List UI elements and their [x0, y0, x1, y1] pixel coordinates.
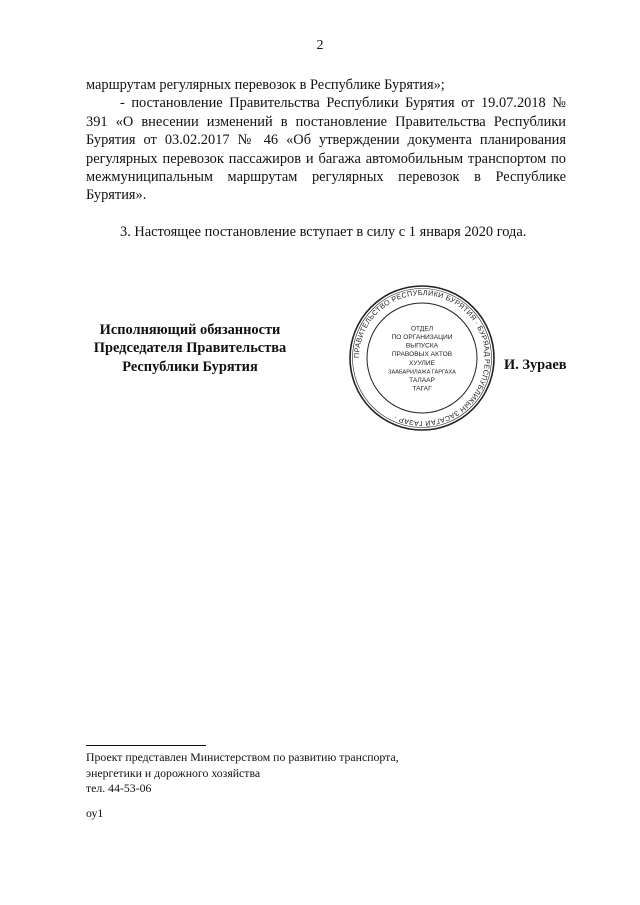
signatory-title-line: Исполняющий обязанности: [99, 322, 281, 338]
page-number: 2: [316, 38, 324, 53]
seal-center-line: ПО ОРГАНИЗАЦИИ: [391, 334, 453, 341]
footer-divider: [86, 745, 206, 746]
signatory-title-line: Республики Бурятия: [122, 358, 258, 375]
seal-center-line: ХУУЛИЕ: [408, 359, 436, 367]
seal-center-line: ОТДЕЛ: [410, 325, 434, 333]
document-body: [86, 76, 566, 241]
seal-center-line: ЗААБАРИЛАЖА ГАРГАХА: [388, 369, 456, 376]
paragraph-continuation: маршрутам регулярных перевозок в Республике Бурятия»;: [86, 77, 445, 93]
signatory-title: [78, 321, 302, 376]
footer-line: Проект представлен Министерством по развитию транспорта,: [86, 750, 399, 764]
seal-center-line: ВЫПУСКА: [405, 342, 439, 350]
footer-phone: тел. 44-53-06: [86, 781, 152, 795]
official-seal-icon: [348, 284, 496, 432]
seal-center-line: ПРАВОВЫХ АКТОВ: [391, 351, 453, 359]
signatory-title-line: Председателя Правительства: [93, 340, 287, 357]
seal-center-line: ТАГАГ: [412, 385, 432, 393]
paragraph-amendment-item: - постановление Правительства Республики Бурятия от 19.07.2018 № 391 «О внесении изменений в постановление Правительства Республики Бурятия от 03.02.2017 № 46 «Об утверждении документа планирования регулярных перевозок пассажиров и багажа автомобильным транспортом по межмуниципальным маршрутам регулярных перевозок в Республике Бурятия».: [86, 95, 566, 204]
seal-center-line: ТАЛААР: [409, 377, 435, 384]
signatory-name: И. Зураев: [504, 357, 567, 373]
footer-note: [86, 750, 566, 821]
paragraph-effective-date: 3. Настоящее постановление вступает в силу с 1 января 2020 года.: [120, 223, 527, 240]
footer-line: энергетики и дорожного хозяйства: [86, 765, 261, 780]
footer-code: оу1: [86, 805, 104, 820]
svg-text:ПРАВИТЕЛЬСТВО РЕСПУБЛИКИ БУРЯТ: ПРАВИТЕЛЬСТВО РЕСПУБЛИКИ БУРЯТИЯ · БУРЯАД РЕСПУБЛИКЫН ЗАСАГАЙ ГАЗАР ·: [351, 287, 493, 429]
